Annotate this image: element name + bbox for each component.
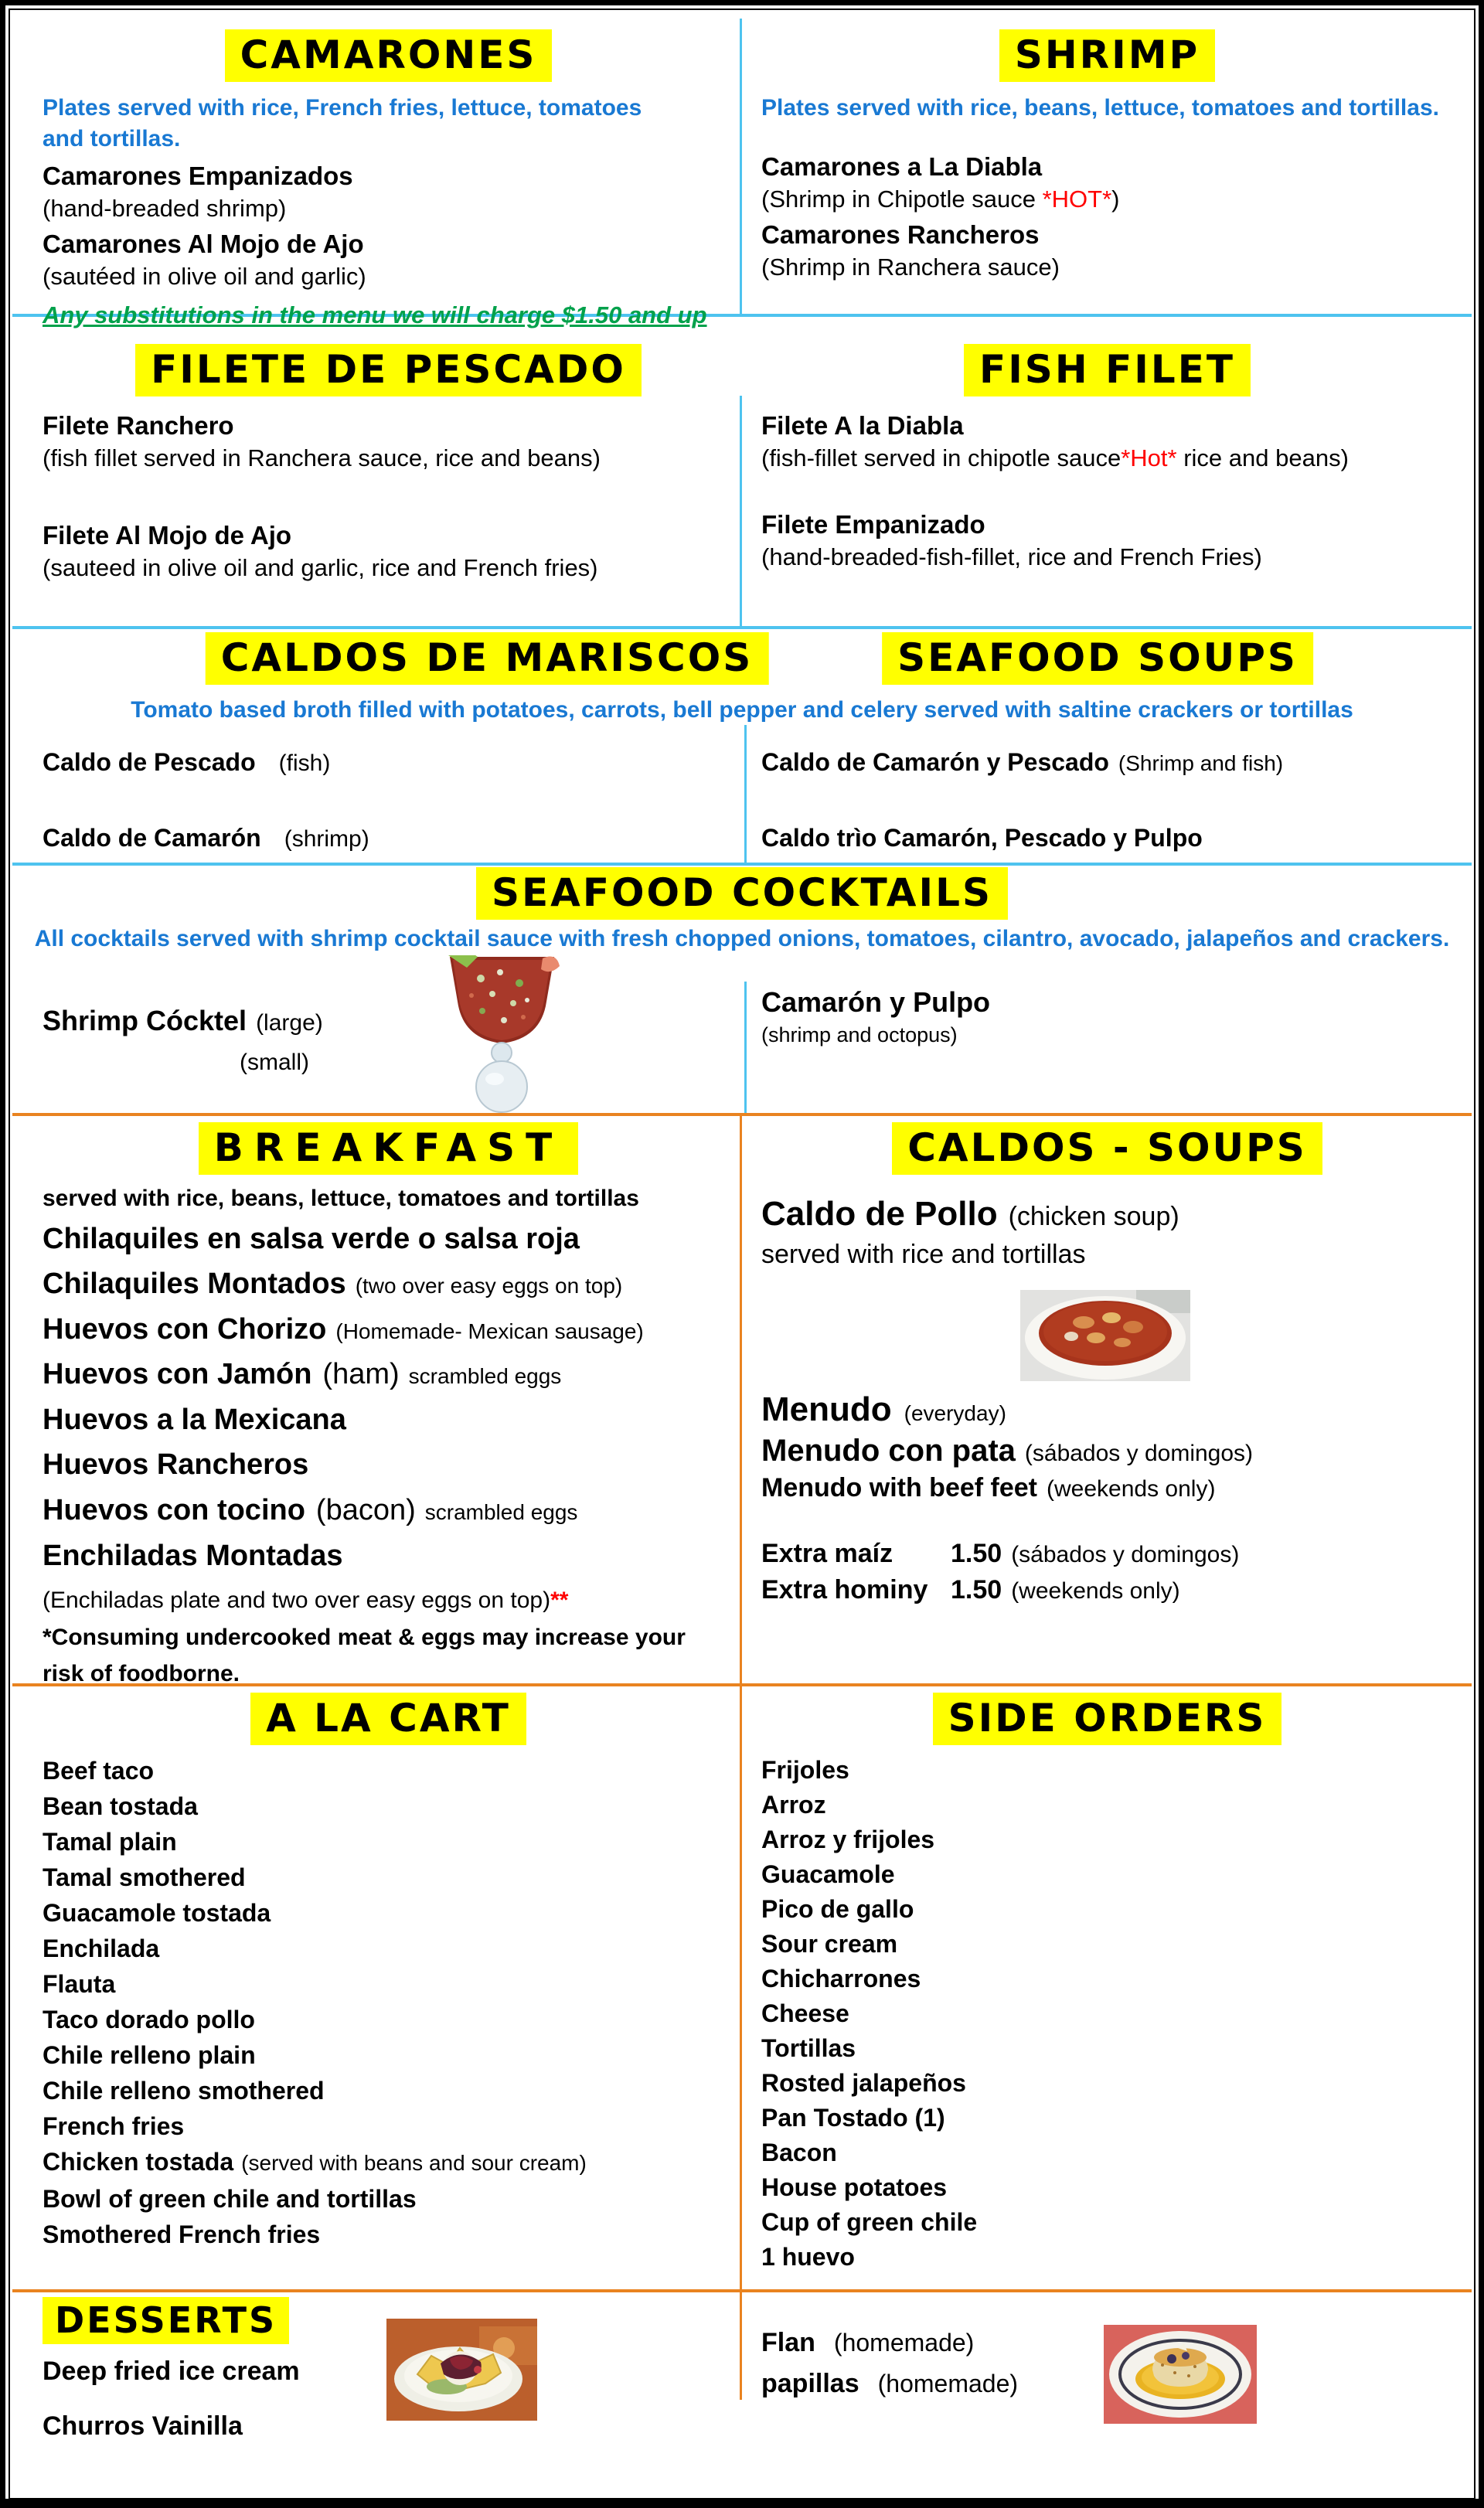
column-divider [744, 982, 747, 1113]
menu-item: Cheese [761, 1999, 849, 2027]
menu-item [43, 1312, 734, 1348]
menu-item [43, 1005, 323, 1037]
menu-item-name: Churros Vainilla [43, 2411, 243, 2441]
menu-item-name: Caldo de Camarón y Pescado [761, 748, 1109, 776]
menu-item-price: 1.50 [951, 1538, 1002, 1568]
menu-item [43, 2181, 734, 2217]
menu-item-desc: (Shrimp in Ranchera sauce) [761, 253, 1060, 281]
menu-item-desc: (hand-breaded-fish-fillet, rice and French Fries) [761, 543, 1262, 570]
menu-item-name: Tamal smothered [43, 1863, 246, 1891]
menu-item-name: Bowl of green chile and tortillas [43, 2184, 417, 2213]
menu-item-desc: (Homemade- Mexican sausage) [335, 1319, 644, 1343]
menu-item-desc: (Shrimp and fish) [1118, 751, 1284, 775]
section-subtitle: Plates served with rice, French fries, lettuce, tomatoes and tortillas. [43, 94, 642, 151]
menu-item-name: Huevos a la Mexicana [43, 1403, 346, 1436]
menu-item-name: Menudo con pata [761, 1433, 1016, 1468]
menu-item-name: Camarones Rancheros [761, 219, 1040, 249]
menu-item [43, 748, 330, 777]
desc-text: (fish-fillet served in chipotle sauce [761, 444, 1122, 471]
menu-item [43, 1895, 734, 1931]
menu-item-desc: (homemade) [833, 2329, 975, 2357]
menu-item-desc: (fish) [278, 750, 331, 776]
section-title-camarones: CAMARONES [225, 29, 553, 82]
menu-item-name: Extra hominy [761, 1574, 928, 1605]
menu-item-desc: (sábados y domingos) [1024, 1440, 1254, 1466]
menu-item-name: Huevos con tocino [43, 1494, 305, 1527]
menu-item-desc: (bacon) [315, 1494, 416, 1527]
menu-item-name: Tamal plain [43, 1827, 177, 1856]
menu-item [43, 2108, 734, 2144]
section-title-seafood-cocktails: SEAFOOD COCKTAILS [476, 867, 1008, 920]
menu-item [43, 2144, 734, 2181]
menu-item [43, 1448, 734, 1483]
divider-line [12, 863, 1472, 866]
menu-item-desc: (hand-breaded shrimp) [43, 194, 287, 222]
desc-text: (Shrimp in Chipotle sauce [761, 185, 1043, 213]
menu-item-desc [761, 185, 1453, 213]
menu-item-desc: (sautéed in olive oil and garlic) [43, 262, 366, 290]
menu-item-name: Huevos Rancheros [43, 1448, 309, 1482]
hot-label: *Hot* [1121, 444, 1177, 471]
divider-line [12, 2289, 1472, 2292]
menu-item-name: Camarón y Pulpo [761, 986, 991, 1018]
section-desserts-right [761, 2328, 1018, 2399]
section-subtitle: Plates served with rice, beans, lettuce, tomatoes and tortillas. [761, 94, 1439, 121]
a-la-cart-item-list [43, 1753, 734, 2252]
section-title-caldos-soups: CALDOS - SOUPS [892, 1122, 1322, 1175]
menu-item-name: Caldo de Pescado [43, 748, 256, 776]
menu-item: Frijoles [761, 1755, 849, 1784]
menu-item-name: Camarones a La Diabla [761, 151, 1043, 181]
section-a-la-cart [43, 1693, 734, 2252]
column-divider [740, 19, 742, 314]
menu-item-desc: (weekends only) [1011, 1577, 1180, 1604]
menu-item-desc: (fish fillet served in Ranchera sauce, rice and beans) [43, 444, 601, 471]
menu-item-name: Guacamole tostada [43, 1898, 271, 1927]
menu-item-name: Filete Empanizado [761, 509, 985, 539]
section-title-seafood-soups: SEAFOOD SOUPS [882, 632, 1313, 685]
menu-item-name: Huevos con Jamón [43, 1358, 312, 1391]
menu-item-name: Shrimp Cócktel [43, 1005, 247, 1036]
section-fish-filet [761, 344, 1453, 571]
menu-item-name: Extra maíz [761, 1538, 893, 1568]
menu-item-desc: (sauteed in olive oil and garlic, rice and French fries) [43, 553, 598, 581]
camaron-y-pulpo-item [761, 986, 990, 1047]
section-title-side-orders: SIDE ORDERS [933, 1693, 1282, 1745]
menu-item-desc: (sábados y domingos) [1011, 1541, 1240, 1567]
note-text: (Enchiladas plate and two over easy eggs on top) [43, 1587, 551, 1614]
menu-item-desc: served with rice and tortillas [761, 1239, 1086, 1269]
caldo-soup-photo [1020, 1290, 1190, 1381]
breakfast-item-list [43, 1222, 734, 1574]
menu-item [761, 748, 1283, 777]
menu-item-desc: (weekends only) [1047, 1475, 1216, 1502]
menu-item: Tortillas [761, 2033, 856, 2062]
menu-item [761, 2369, 1018, 2399]
menu-item-name: Caldo de Pollo [761, 1194, 998, 1233]
menu-item-desc: (ham) [322, 1358, 400, 1391]
menu-item-desc: (served with beans and sour cream) [241, 2150, 587, 2175]
menu-item-name: Filete A la Diabla [761, 410, 964, 440]
section-seafood-cocktails-header [0, 867, 1484, 920]
section-title-desserts: DESSERTS [43, 2297, 289, 2344]
menu-item-desc: (two over easy eggs on top) [355, 1274, 623, 1298]
menu-item: Sour cream [761, 1929, 898, 1958]
asterisks: ** [550, 1587, 569, 1614]
menu-item: House potatoes [761, 2173, 948, 2201]
enchiladas-note [43, 1587, 734, 1614]
menu-item: Bacon [761, 2138, 837, 2166]
desc-text: rice and beans) [1176, 444, 1349, 471]
menu-item-desc: (shrimp and octopus) [761, 1023, 958, 1046]
menu-item [43, 1966, 734, 2002]
flan-photo [1104, 2325, 1257, 2424]
menu-item-name: Chilaquiles en salsa verde o salsa roja [43, 1222, 580, 1255]
menu-item: Arroz [761, 1790, 826, 1819]
menu-item [43, 1403, 734, 1438]
menu-item-desc: (everyday) [904, 1400, 1006, 1425]
fried-ice-cream-photo [386, 2319, 537, 2421]
section-side-orders [761, 1693, 1453, 2275]
menu-item-name: Deep fried ice cream [43, 2356, 300, 2386]
menu-item-name: Flan [761, 2328, 815, 2357]
menu-item-name: Enchilada [43, 1934, 160, 1962]
menu-item [43, 1753, 734, 1788]
desc-text: ) [1111, 185, 1120, 213]
menu-item [761, 1434, 1453, 1468]
menu-item [43, 1493, 734, 1529]
menu-item-name: French fries [43, 2112, 185, 2140]
menu-item-name: papillas [761, 2369, 859, 2398]
menu-item [43, 1860, 734, 1895]
menu-item [43, 1222, 734, 1257]
section-title-caldos-de-mariscos: CALDOS DE MARISCOS [206, 632, 769, 685]
menu-item [761, 1575, 1453, 1605]
menu-item-name: Caldo trìo Camarón, Pescado y Pulpo [761, 824, 1203, 852]
menu-item: 1 huevo [761, 2242, 855, 2271]
section-title-shrimp: SHRIMP [999, 29, 1215, 82]
menu-item [43, 1539, 734, 1574]
menu-item-name: Camarones Al Mojo de Ajo [43, 229, 364, 258]
shrimp-cocktail-item [43, 1005, 323, 1076]
section-caldos-soups [761, 1122, 1453, 1605]
size-label: (small) [240, 1050, 309, 1075]
menu-item-name: Enchiladas Montadas [43, 1539, 343, 1572]
menu-item [761, 1195, 1453, 1234]
shrimp-cocktail-photo [427, 955, 577, 1114]
section-title-filete: FILETE DE PESCADO [135, 344, 642, 396]
section-filete-de-pescado [43, 344, 734, 582]
menu-item-desc [761, 444, 1453, 472]
menu-item-name: Chile relleno plain [43, 2040, 256, 2069]
menu-item [761, 1473, 1453, 1503]
menu-item [761, 1539, 1453, 1569]
menu-item-name: Caldo de Camarón [43, 824, 261, 852]
menu-item-desc: (shrimp) [284, 826, 369, 852]
menu-item [43, 1788, 734, 1824]
menu-item-name: Camarones Empanizados [43, 161, 353, 190]
menu-item-name: Chile relleno smothered [43, 2076, 325, 2105]
section-shrimp [761, 29, 1453, 281]
menu-item-name: Huevos con Chorizo [43, 1312, 327, 1346]
size-label: (large) [256, 1010, 323, 1036]
menu-item [43, 1931, 734, 1966]
menu-item [761, 824, 1203, 852]
column-divider [740, 396, 742, 626]
section-subtitle: All cocktails served with shrimp cocktail sauce with fresh chopped onions, tomatoes, cilantro, avocado, jalapeños and crackers. [34, 926, 1450, 951]
side-orders-item-list [761, 1753, 1453, 2275]
column-divider [740, 1116, 742, 2400]
health-disclaimer: *Consuming undercooked meat & eggs may increase your risk of foodborne. [43, 1625, 686, 1686]
menu-item [43, 2002, 734, 2037]
section-camarones [43, 29, 734, 329]
menu-item [43, 1824, 734, 1860]
section-subtitle: Tomato based broth filled with potatoes, carrots, bell pepper and celery served with saltine crackers or tortillas [131, 697, 1353, 723]
menu-item [761, 1390, 1453, 1429]
section-title-a-la-cart: A LA CART [250, 1693, 526, 1745]
substitution-note: Any substitutions in the menu we will charge $1.50 and up [43, 301, 707, 328]
menu-item [43, 1357, 734, 1393]
menu-item: Guacamole [761, 1860, 895, 1888]
menu-item-desc: scrambled eggs [424, 1500, 578, 1525]
menu-item: Rosted jalapeños [761, 2068, 966, 2097]
menu-item-desc: scrambled eggs [408, 1364, 562, 1389]
menu-item-name: Bean tostada [43, 1792, 198, 1820]
menu-item-name: Beef taco [43, 1756, 155, 1785]
menu-item: Pico de gallo [761, 1894, 914, 1923]
menu-item-name: Flauta [43, 1969, 116, 1998]
menu-item [43, 1267, 734, 1302]
menu-item-name: Filete Al Mojo de Ajo [43, 520, 292, 550]
menu-item: Arroz y frijoles [761, 1825, 935, 1853]
menu-item-name: Menudo [761, 1390, 892, 1428]
menu-item-desc: (homemade) [877, 2370, 1019, 2397]
divider-line [12, 626, 1472, 629]
menu-item-name: Taco dorado pollo [43, 2005, 255, 2033]
menu-item-name: Chilaquiles Montados [43, 1268, 346, 1301]
menu-item [43, 824, 369, 852]
section-title-fish-filet: FISH FILET [964, 344, 1251, 396]
menu-item-name: Chicken tostada [43, 2147, 234, 2176]
menu-item-name: Smothered French fries [43, 2220, 321, 2248]
menu-item-desc: (chicken soup) [1008, 1201, 1179, 1231]
menu-item [43, 2037, 734, 2073]
hot-label: *HOT* [1042, 185, 1112, 213]
menu-item [43, 2217, 734, 2252]
menu-item [43, 2073, 734, 2108]
menu-item: Pan Tostado (1) [761, 2103, 945, 2132]
menu-item: Cup of green chile [761, 2207, 978, 2236]
menu-item [761, 2328, 1018, 2358]
section-breakfast [43, 1122, 734, 1692]
section-subtitle: served with rice, beans, lettuce, tomatoes and tortillas [43, 1185, 639, 1211]
column-divider [744, 725, 747, 863]
menu-item: Chicharrones [761, 1964, 921, 1992]
section-title-breakfast: BREAKFAST [199, 1122, 578, 1175]
divider-line [12, 1113, 1472, 1116]
menu-item-price: 1.50 [951, 1574, 1002, 1605]
menu-item-name: Menudo with beef feet [761, 1472, 1037, 1502]
menu-item-name: Filete Ranchero [43, 410, 234, 440]
